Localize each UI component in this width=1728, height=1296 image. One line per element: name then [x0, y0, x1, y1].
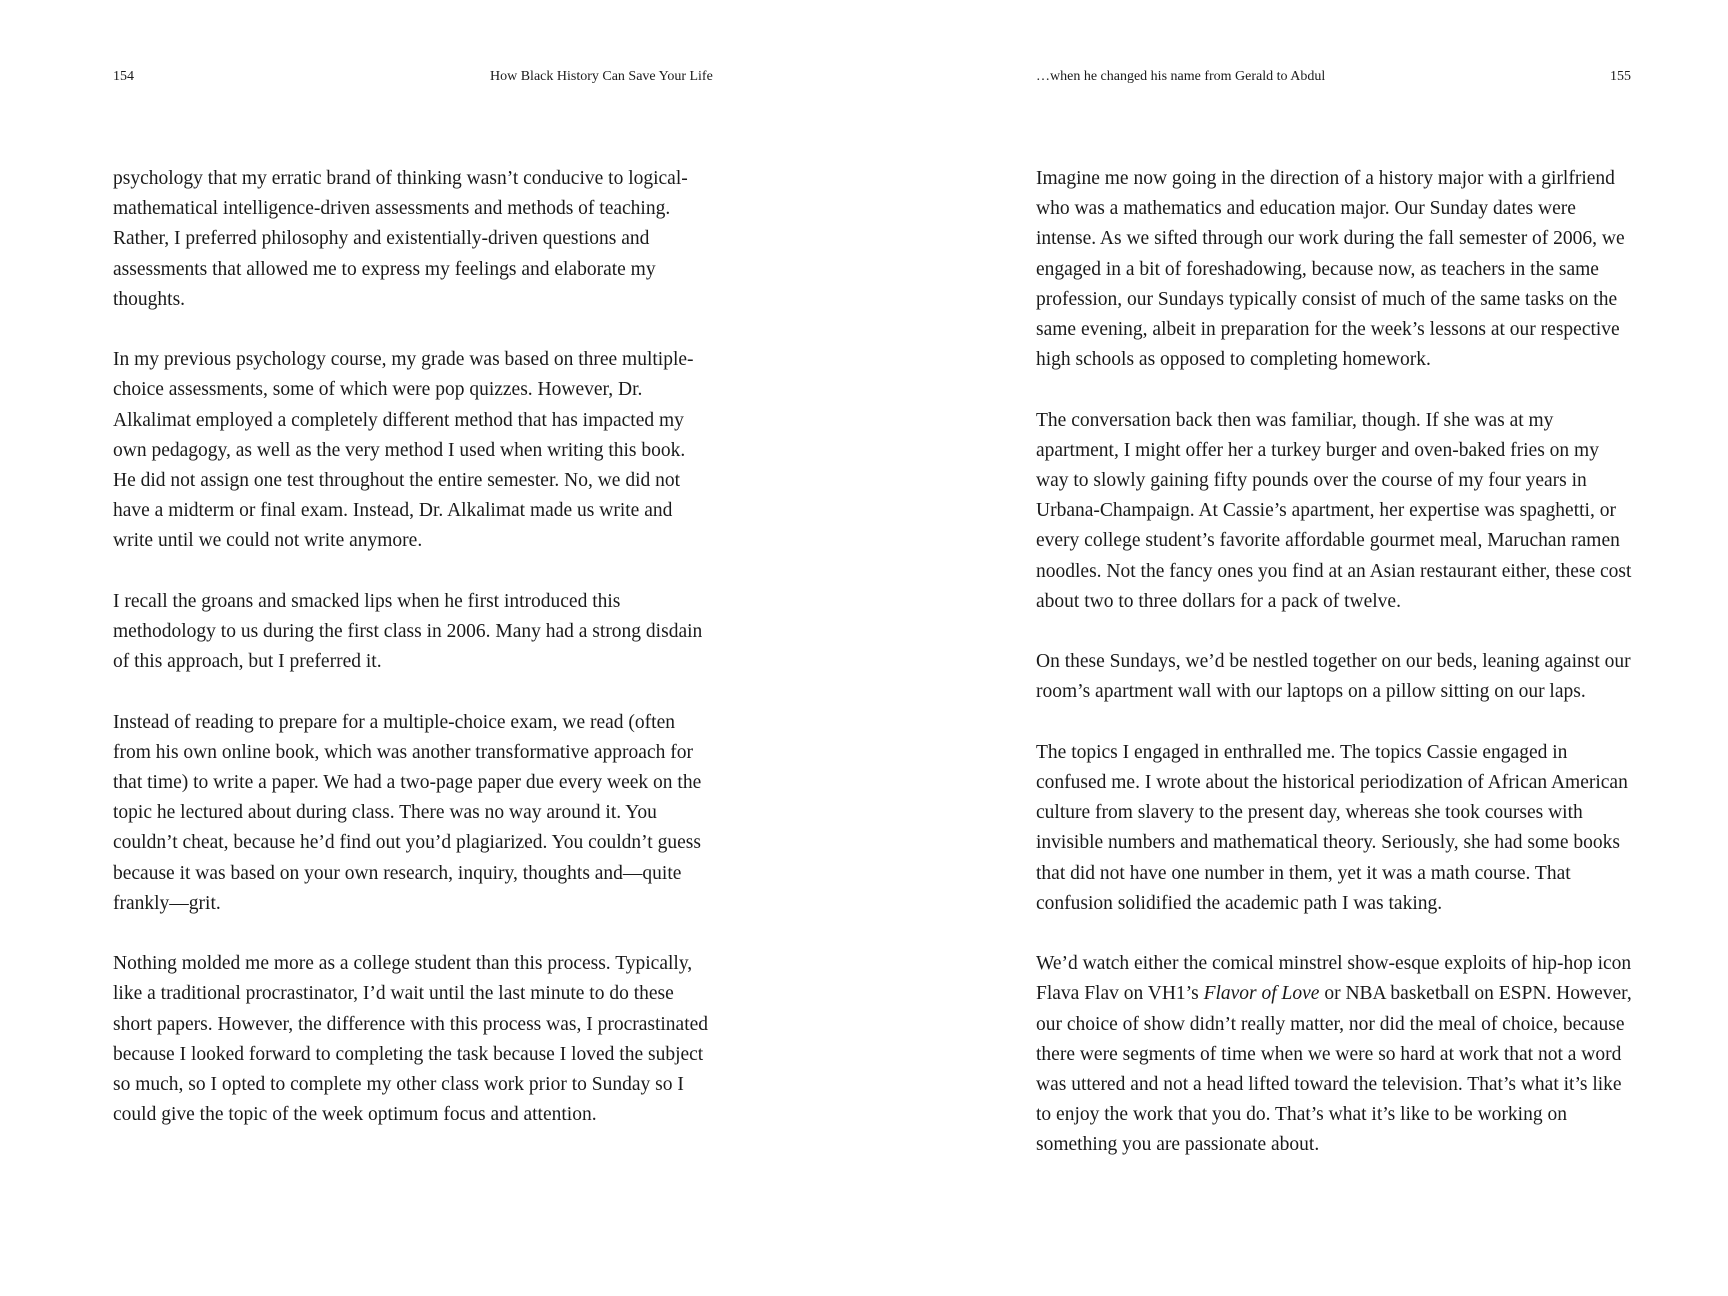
paragraph: Nothing molded me more as a college student than this process. Typically, like a traditional procrastinator, I’d wait until the last minute to do these short papers. However, the difference with this process was, I procrastinated because I looked forward to completing the task because I loved the subject so much, so I opted to complete my other class work prior to Sunday so I could give the topic of the week optimum focus and attention. [113, 953, 709, 1126]
page-number: 154 [113, 69, 134, 84]
paragraph-text: We’d watch either the comical minstrel show-esque exploits of hip-hop icon Flava Flav on VH1’s [1036, 953, 1632, 1005]
paragraph: The topics I engaged in enthralled me. The topics Cassie engaged in confused me. I wrote about the historical periodization of African American culture from slavery to the present day, whereas she took courses with invisible numbers and mathematical theory. Seriously, she had some books that did not have one number in them, yet it was a math course. That confusion solidified the academic path I was taking. [1036, 741, 1628, 914]
right-page [864, 0, 1728, 1296]
right-body-text [1036, 164, 1634, 1161]
paragraph: psychology that my erratic brand of thinking wasn’t conducive to logical-mathematical intelligence-driven assessments and methods of teaching. Rather, I preferred philosophy and existentially-driven questions and assessments that allowed me to express my feelings and elaborate my thoughts. [113, 168, 688, 310]
paragraph: Instead of reading to prepare for a multiple-choice exam, we read (often from his own online book, which was another transformative approach for that time) to write a paper. We had a two-page paper due every week on the topic he lectured about during class. There was no way around it. You couldn’t cheat, because he’d find out you’d plagiarized. You couldn’t guess because it was based on your own research, inquiry, thoughts and—quite frankly—grit. [113, 711, 702, 914]
paragraph: On these Sundays, we’d be nestled together on our beds, leaning against our room’s apartment wall with our laptops on a pillow sitting on our laps. [1036, 651, 1631, 703]
paragraph: In my previous psychology course, my grade was based on three multiple-choice assessments, some of which were pop quizzes. However, Dr. Alkalimat employed a completely different method that has impacted my own pedagogy, as well as the very method I used when writing this book. He did not assign one test throughout the entire semester. No, we did not have a midterm or final exam. Instead, Dr. Alkalimat made us write and write until we could not write anymore. [113, 349, 694, 552]
paragraph-text: or NBA basketball on ESPN. However, our choice of show didn’t really matter, nor did the meal of choice, because there were segments of time when we were so hard at work that not a word was uttered and not a head lifted toward the television. That’s what it’s like to enjoy the work that you do. That’s what it’s like to be working on something you are passionate about. [1036, 983, 1632, 1156]
running-head-chapter-title: …when he changed his name from Gerald to Abdul [1036, 69, 1326, 84]
show-title-italic: Flavor of Love [1203, 983, 1320, 1005]
paragraph: Imagine me now going in the direction of a history major with a girlfriend who was a mathematics and education major. Our Sunday dates were intense. As we sifted through our work during the fall semester of 2006, we engaged in a bit of foreshadowing, because now, as teachers in the same profession, our Sundays typically consist of much of the same tasks on the same evening, albeit in preparation for the week’s lessons at our respective high schools as opposed to completing homework. [1036, 168, 1625, 371]
page-number: 155 [1610, 69, 1631, 84]
paragraph-last [1036, 949, 1634, 1160]
paragraph: I recall the groans and smacked lips when he first introduced this methodology to us during the first class in 2006. Many had a strong disdain of this approach, but I preferred it. [113, 590, 703, 673]
running-head-book-title: How Black History Can Save Your Life [490, 69, 713, 84]
paragraph: The conversation back then was familiar, though. If she was at my apartment, I might offer her a turkey burger and oven-baked fries on my way to slowly gaining fifty pounds over the course of my four years in Urbana-Champaign. At Cassie’s apartment, her expertise was spaghetti, or every college student’s favorite affordable gourmet meal, Maruchan ramen noodles. Not the fancy ones you find at an Asian restaurant either, these cost about two to three dollars for a pack of twelve. [1036, 409, 1632, 612]
left-body-text [113, 164, 711, 1130]
